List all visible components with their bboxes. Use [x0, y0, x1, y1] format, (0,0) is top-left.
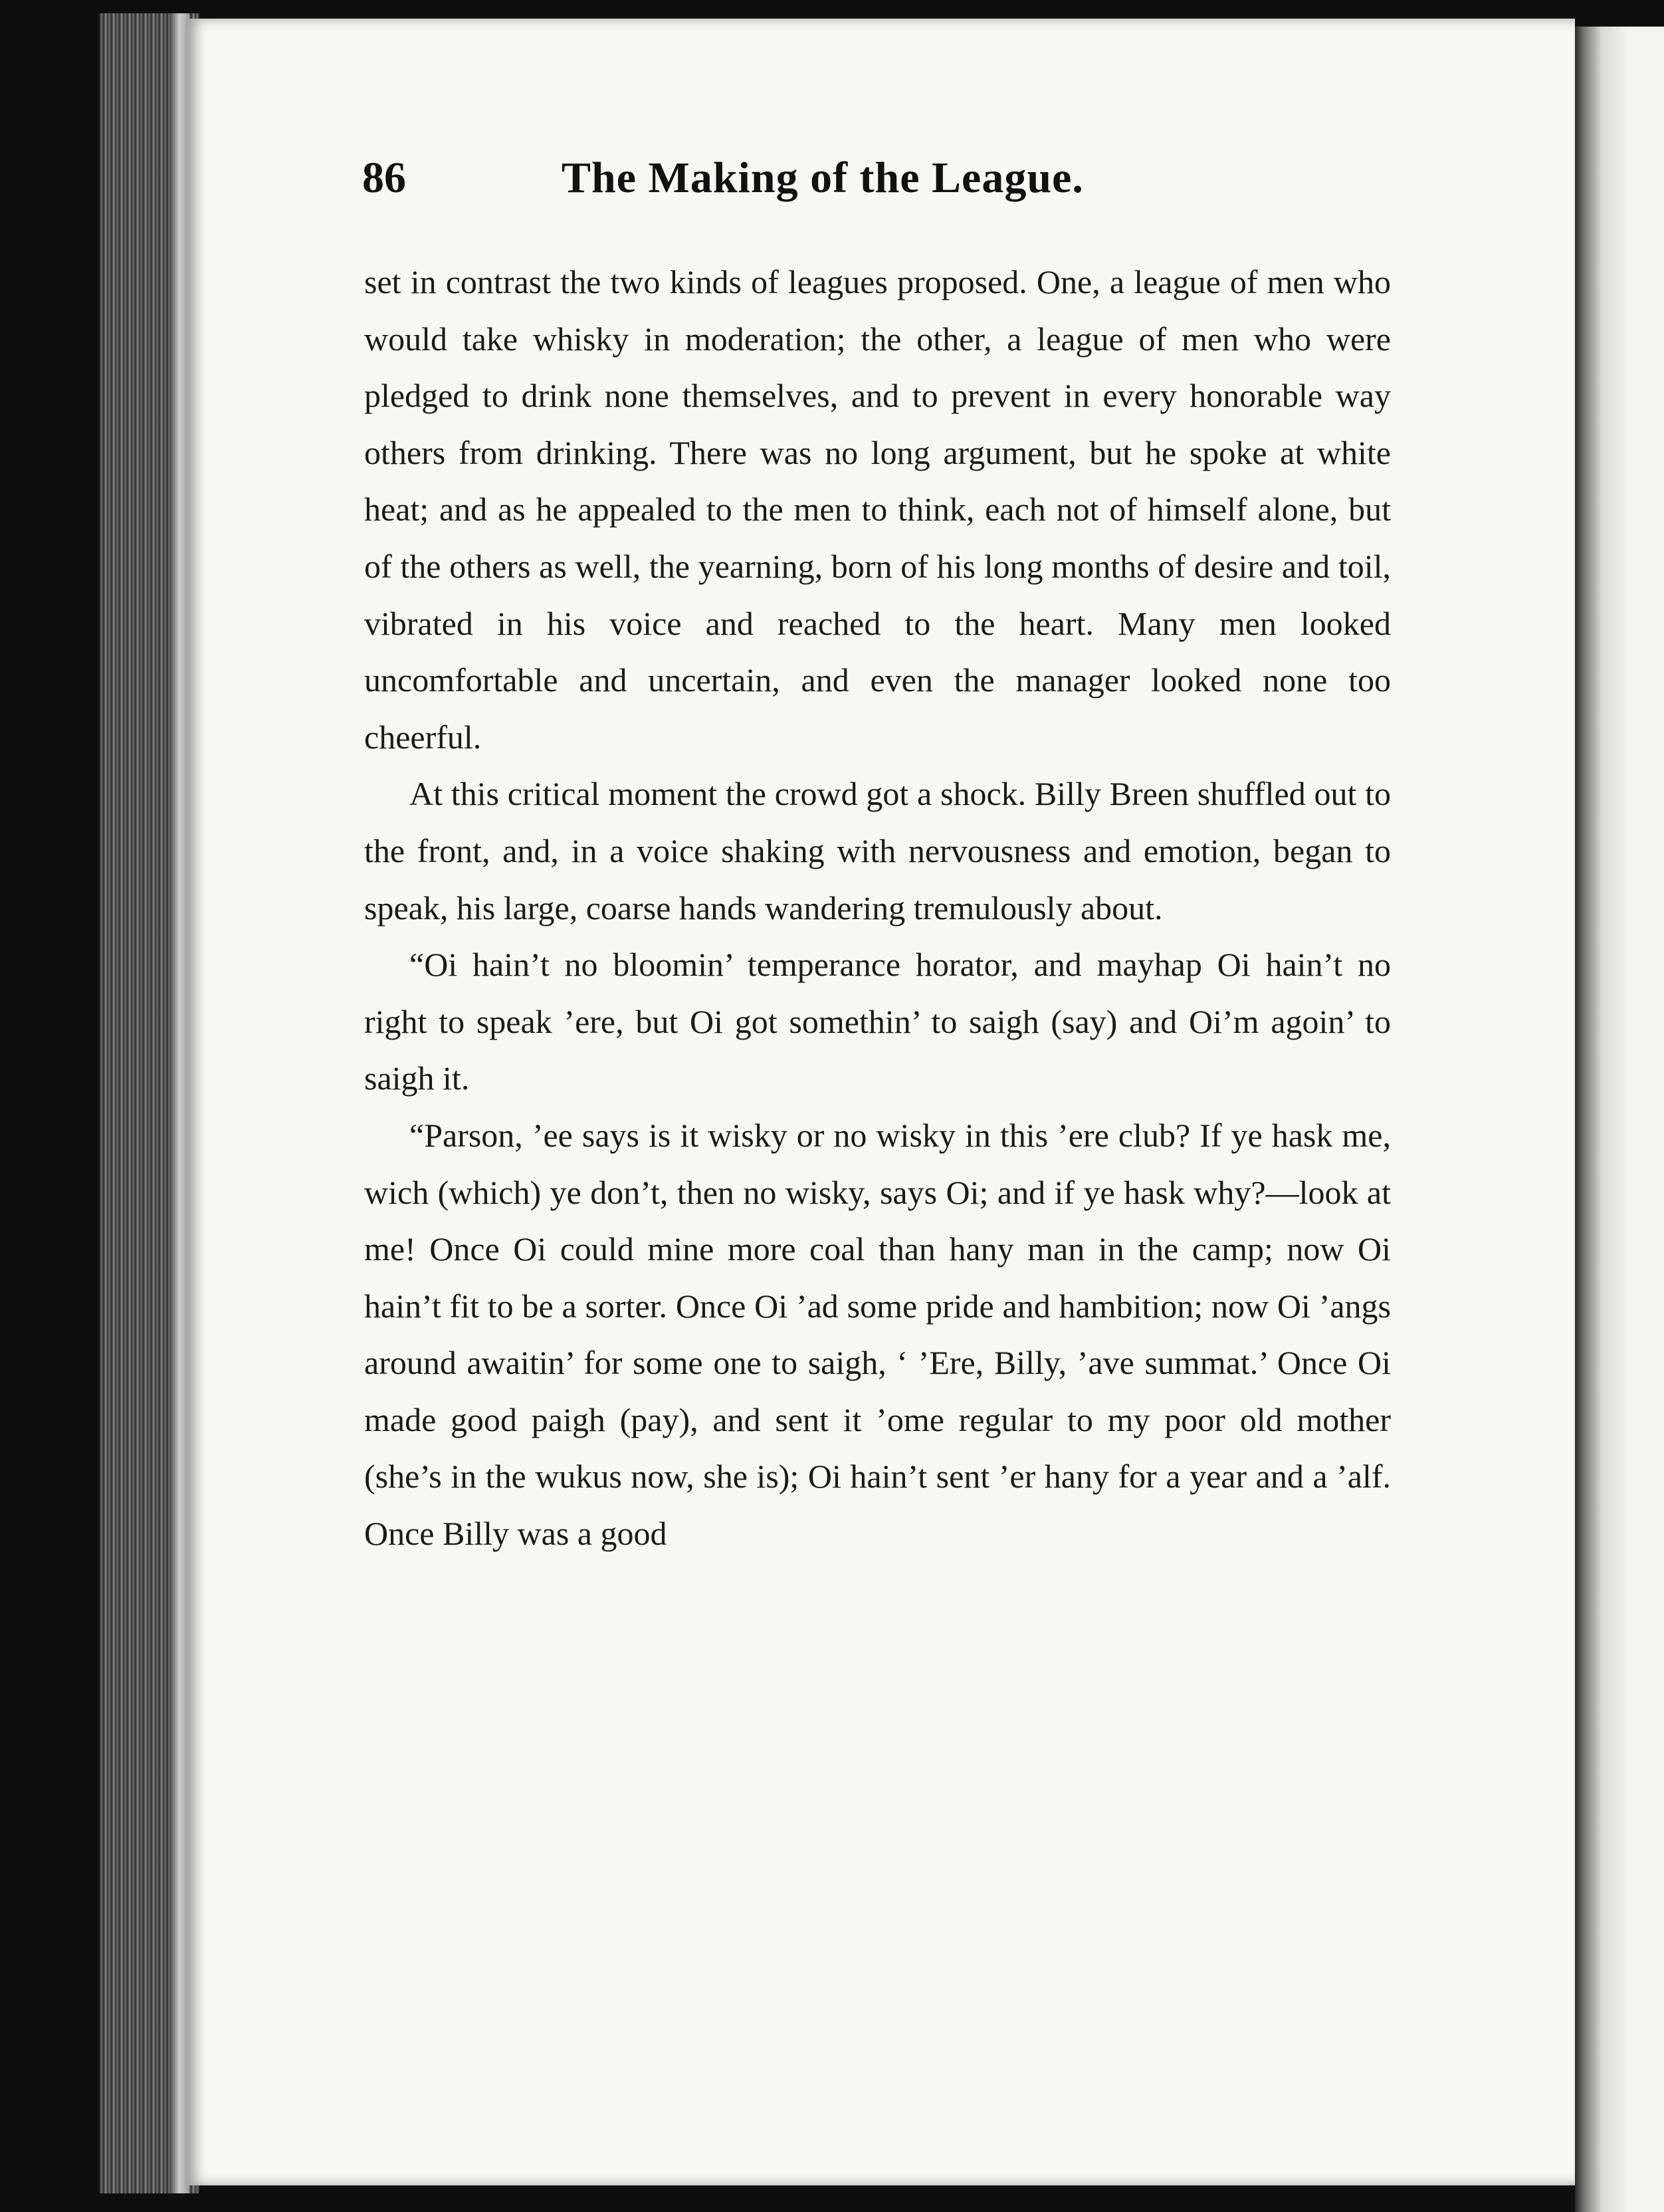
running-title: The Making of the League. — [562, 154, 1084, 202]
paragraph: At this critical moment the crowd got a shock. Billy Breen shuffled out to the front, and, in a voice shaking with nervousness and emotion, began to speak, his large, coarse hands wandering tremulously about. — [364, 775, 1391, 927]
paragraph: set in contrast the two kinds of leagues proposed. One, a league of men who would take whisky in moderation; the other, a league of men who were pledged to drink none themselves, and to prevent in every honorable way others from drinking. There was no long argument, but he spoke at white heat; and as he appealed to the men to think, each not of himself alone, but of the others as well, the yearning, born of his long months of desire and toil, vibrated in his voice and reached to the heart. Many men looked uncomfortable and uncertain, and even the manager looked none too cheerful. — [364, 263, 1391, 756]
running-head — [362, 153, 1186, 233]
page-number: 86 — [362, 154, 406, 202]
body-text — [364, 254, 1391, 1563]
paragraph: “Oi hain’t no bloomin’ temperance horator, and mayhap Oi hain’t no right to speak ’ere, but Oi got somethin’ to saigh (say) and Oi’m agoin’ to saigh it. — [364, 946, 1391, 1097]
paragraph: “Parson, ’ee says is it wisky or no wisky in this ’ere club? If ye hask me, wich (which) ye don’t, then no wisky, says Oi; and if ye hask why?—look at me! Once Oi could mine more coal than hany man in the camp; now Oi hain’t fit to be a sorter. Once Oi ’ad some pride and hambition; now Oi ’angs around awaitin’ for some one to saigh, ‘ ’Ere, Billy, ’ave summat.’ Once Oi made good paigh (pay), and sent it ’ome regular to my poor old mother (she’s in the wukus now, she is); Oi hain’t sent ’er hany for a year and a ’alf. Once Billy was a good — [364, 1116, 1391, 1553]
facing-page-edge — [1575, 27, 1664, 2212]
